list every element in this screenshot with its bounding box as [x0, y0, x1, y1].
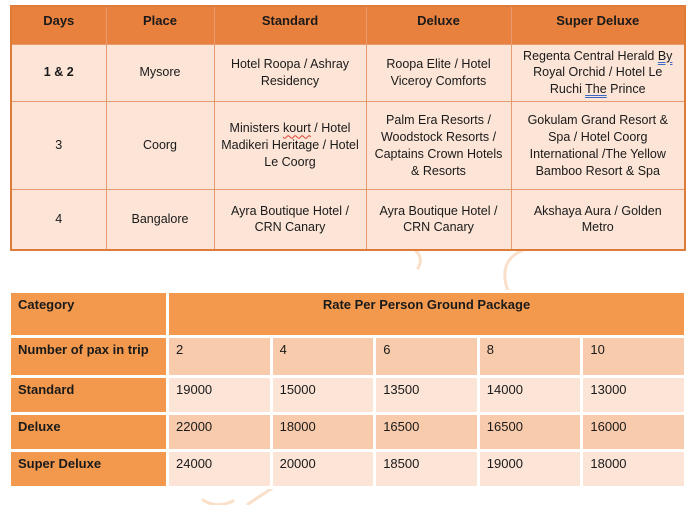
- category-label: Super Deluxe: [10, 451, 168, 488]
- rate-per-person-header: Rate Per Person Ground Package: [168, 292, 686, 337]
- deluxe-hotel-cell: Roopa Elite / Hotel Viceroy Comforts: [366, 44, 511, 102]
- rate-cell: 16500: [478, 414, 582, 451]
- col-header-super-deluxe: Super Deluxe: [511, 6, 685, 44]
- rate-cell: 18000: [271, 414, 375, 451]
- rate-cell: 19000: [168, 377, 272, 414]
- pax-count-cell: 8: [478, 337, 582, 377]
- col-header-standard: Standard: [214, 6, 366, 44]
- standard-hotel-cell: Ministers kourt / Hotel Madikeri Heritage / Hotel Le Coorg: [214, 102, 366, 190]
- super-deluxe-hotel-cell: Regenta Central Herald By Royal Orchid / Hotel Le Ruchi The Prince: [511, 44, 685, 102]
- place-cell: Coorg: [106, 102, 214, 190]
- place-cell: Mysore: [106, 44, 214, 102]
- place-cell: Bangalore: [106, 190, 214, 250]
- rate-table-header-row: [10, 292, 686, 337]
- hotel-itinerary-table: [10, 5, 686, 251]
- rate-cell: 22000: [168, 414, 272, 451]
- category-label: Deluxe: [10, 414, 168, 451]
- rate-cell: 20000: [271, 451, 375, 488]
- pax-count-cell: 2: [168, 337, 272, 377]
- rate-cell: 24000: [168, 451, 272, 488]
- rate-cell: 15000: [271, 377, 375, 414]
- category-header: Category: [10, 292, 168, 337]
- standard-hotel-cell: Ayra Boutique Hotel / CRN Canary: [214, 190, 366, 250]
- pax-count-cell: 4: [271, 337, 375, 377]
- rate-cell: 13500: [375, 377, 479, 414]
- deluxe-hotel-cell: Ayra Boutique Hotel / CRN Canary: [366, 190, 511, 250]
- standard-hotel-cell: Hotel Roopa / Ashray Residency: [214, 44, 366, 102]
- category-label: Standard: [10, 377, 168, 414]
- table-row: [11, 102, 685, 190]
- super-deluxe-hotel-cell: Akshaya Aura / Golden Metro: [511, 190, 685, 250]
- hotel-table-header-row: [11, 6, 685, 44]
- rate-cell: 14000: [478, 377, 582, 414]
- rate-row-standard: [10, 377, 686, 414]
- table-row: [11, 190, 685, 250]
- rate-row-deluxe: [10, 414, 686, 451]
- rate-cell: 19000: [478, 451, 582, 488]
- rate-row-super-deluxe: [10, 451, 686, 488]
- hotel-itinerary-section: [10, 5, 686, 251]
- col-header-deluxe: Deluxe: [366, 6, 511, 44]
- rate-cell: 16500: [375, 414, 479, 451]
- rate-cell: 16000: [582, 414, 686, 451]
- super-deluxe-hotel-cell: Gokulam Grand Resort & Spa / Hotel Coorg International /The Yellow Bamboo Resort & Spa: [511, 102, 685, 190]
- rates-section: [8, 290, 687, 489]
- deluxe-hotel-cell: Palm Era Resorts / Woodstock Resorts / Captains Crown Hotels & Resorts: [366, 102, 511, 190]
- days-cell: 4: [11, 190, 106, 250]
- rate-table: [8, 290, 687, 489]
- days-cell: 3: [11, 102, 106, 190]
- pax-row: [10, 337, 686, 377]
- pax-count-cell: 10: [582, 337, 686, 377]
- rate-cell: 18500: [375, 451, 479, 488]
- col-header-days: Days: [11, 6, 106, 44]
- rate-cell: 18000: [582, 451, 686, 488]
- table-row: [11, 44, 685, 102]
- pax-label: Number of pax in trip: [10, 337, 168, 377]
- rate-cell: 13000: [582, 377, 686, 414]
- pax-count-cell: 6: [375, 337, 479, 377]
- days-cell: 1 & 2: [11, 44, 106, 102]
- col-header-place: Place: [106, 6, 214, 44]
